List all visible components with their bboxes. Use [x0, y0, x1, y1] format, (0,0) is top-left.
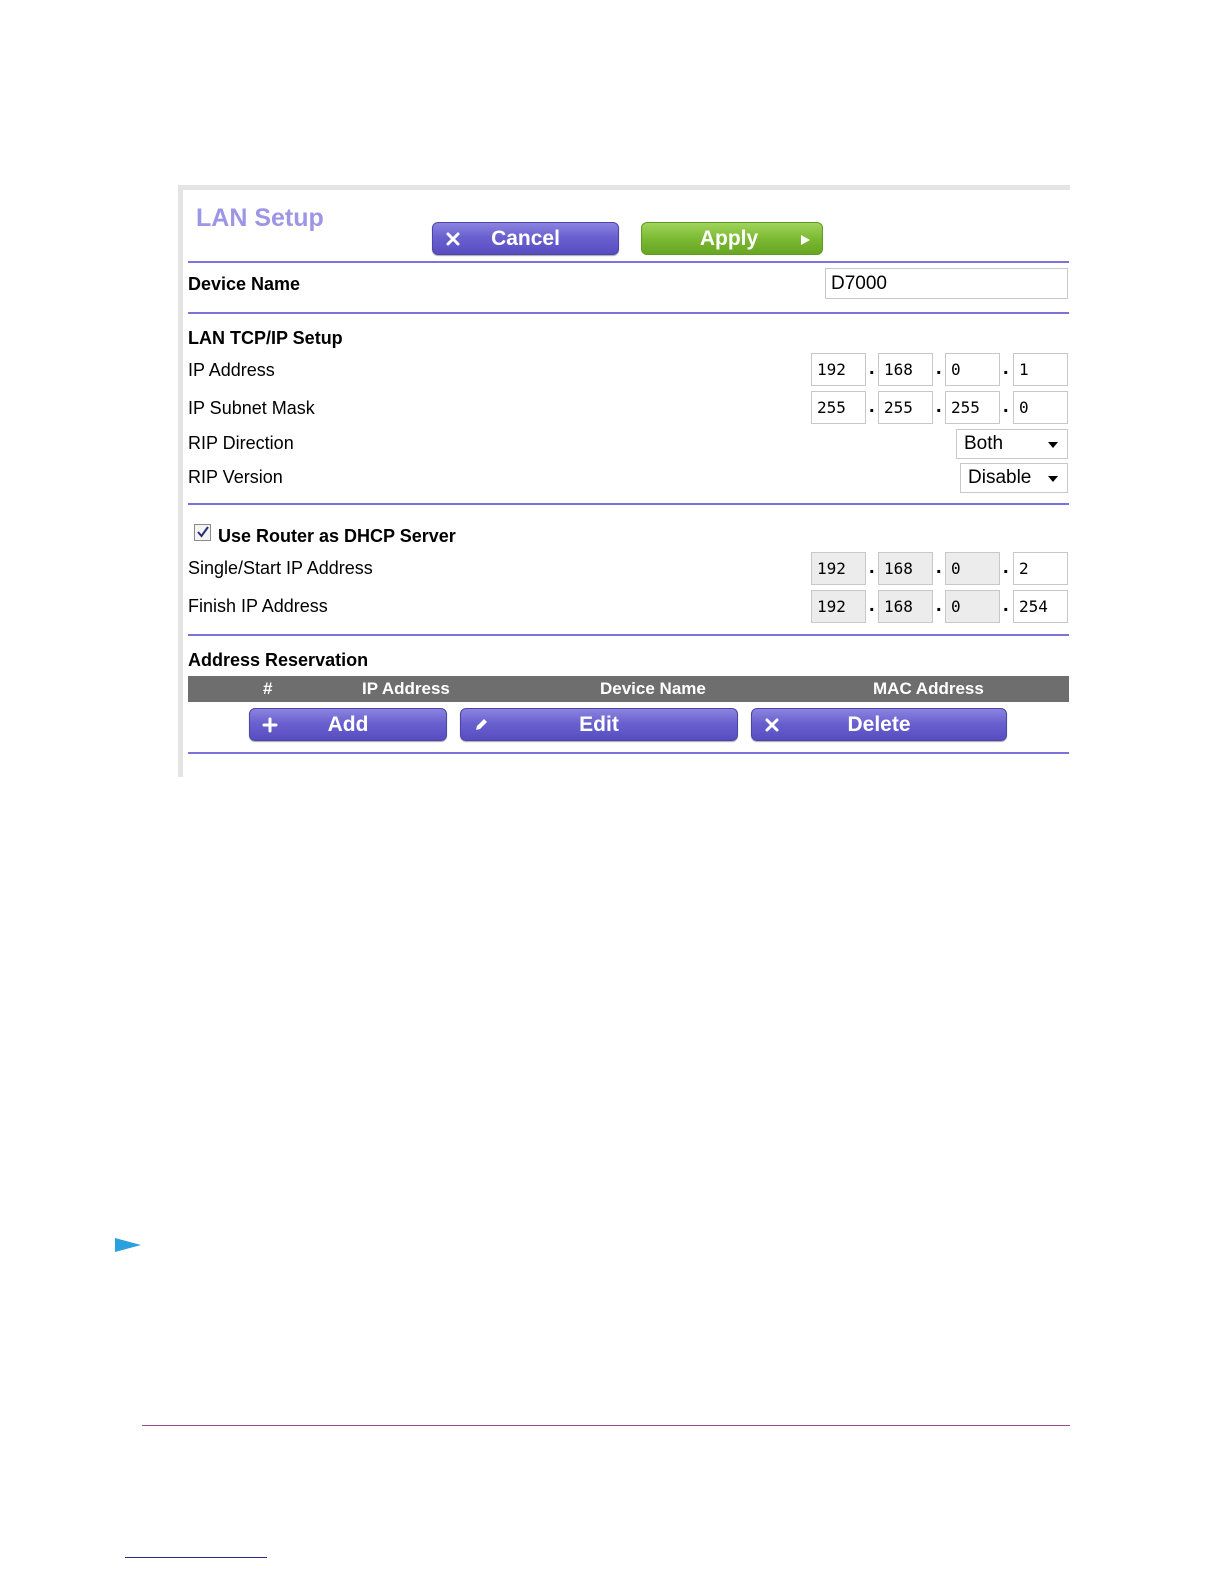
- octet-separator: .: [1003, 594, 1009, 616]
- start-ip-octet-1: 192: [811, 552, 866, 585]
- dhcp-server-checkbox[interactable]: [194, 524, 211, 541]
- section-divider: [188, 503, 1069, 505]
- footer-divider: [142, 1425, 1070, 1426]
- ip-address-octet-3[interactable]: 0: [945, 353, 1000, 386]
- subnet-mask-octet-2[interactable]: 255: [878, 391, 933, 424]
- octet-separator: .: [869, 395, 875, 417]
- triangle-bullet-icon: [115, 1238, 141, 1252]
- cancel-button-label: Cancel: [491, 226, 560, 250]
- octet-separator: .: [1003, 556, 1009, 578]
- apply-button[interactable]: [641, 222, 823, 255]
- ip-address-octet-1[interactable]: 192: [811, 353, 866, 386]
- rip-version-label: RIP Version: [188, 467, 283, 487]
- add-button-label: Add: [327, 712, 369, 736]
- rip-version-select[interactable]: [960, 463, 1068, 493]
- chevron-down-icon: [1048, 442, 1058, 448]
- subnet-mask-octet-4[interactable]: 0: [1013, 391, 1068, 424]
- close-icon: [764, 717, 780, 733]
- finish-ip-octet-3: 0: [945, 590, 1000, 623]
- start-ip-octet-3: 0: [945, 552, 1000, 585]
- subnet-mask-octet-1[interactable]: 255: [811, 391, 866, 424]
- column-header-mac-address: MAC Address: [873, 679, 984, 698]
- ip-address-octet-4[interactable]: 1: [1013, 353, 1068, 386]
- edit-button-label: Edit: [579, 712, 619, 736]
- section-divider: [188, 261, 1069, 263]
- delete-button[interactable]: [751, 708, 1007, 741]
- panel-left-border: [178, 185, 183, 777]
- start-ip-octet-2: 168: [878, 552, 933, 585]
- finish-ip-label: Finish IP Address: [188, 596, 328, 616]
- lan-tcpip-heading: LAN TCP/IP Setup: [188, 328, 343, 348]
- subnet-mask-octet-3[interactable]: 255: [945, 391, 1000, 424]
- rip-version-value: Disable: [968, 467, 1032, 488]
- subnet-mask-label: IP Subnet Mask: [188, 398, 315, 418]
- dhcp-server-label: Use Router as DHCP Server: [218, 526, 456, 546]
- device-name-input[interactable]: D7000: [825, 268, 1068, 299]
- section-divider: [188, 312, 1069, 314]
- column-header-device-name: Device Name: [600, 679, 706, 698]
- octet-separator: .: [936, 357, 942, 379]
- octet-separator: .: [1003, 395, 1009, 417]
- octet-separator: .: [869, 357, 875, 379]
- panel-top-border: [178, 185, 1070, 190]
- rip-direction-select[interactable]: [956, 429, 1068, 459]
- start-ip-label: Single/Start IP Address: [188, 558, 373, 578]
- ip-address-octet-2[interactable]: 168: [878, 353, 933, 386]
- finish-ip-octet-4[interactable]: 254: [1013, 590, 1068, 623]
- octet-separator: .: [869, 594, 875, 616]
- octet-separator: .: [936, 395, 942, 417]
- edit-button[interactable]: [460, 708, 738, 741]
- rip-direction-label: RIP Direction: [188, 433, 294, 453]
- column-header-number: #: [263, 679, 273, 698]
- play-arrow-icon: [801, 235, 810, 245]
- section-divider: [188, 634, 1069, 636]
- start-ip-octet-4[interactable]: 2: [1013, 552, 1068, 585]
- delete-button-label: Delete: [847, 712, 911, 736]
- device-name-label: Device Name: [188, 274, 301, 294]
- reservation-table-header: [188, 676, 1069, 702]
- apply-button-label: Apply: [699, 226, 759, 250]
- finish-ip-octet-2: 168: [878, 590, 933, 623]
- page-title: LAN Setup: [196, 204, 324, 232]
- ip-address-label: IP Address: [188, 360, 275, 380]
- address-reservation-heading: Address Reservation: [188, 650, 369, 670]
- finish-ip-octet-1: 192: [811, 590, 866, 623]
- add-button[interactable]: [249, 708, 447, 741]
- footer-link-underline: [125, 1557, 267, 1558]
- octet-separator: .: [1003, 357, 1009, 379]
- cancel-button[interactable]: [432, 222, 619, 255]
- octet-separator: .: [869, 556, 875, 578]
- section-divider: [188, 752, 1069, 754]
- octet-separator: .: [936, 594, 942, 616]
- plus-icon: [262, 717, 278, 733]
- pencil-icon: [473, 717, 489, 733]
- check-icon: [196, 525, 210, 539]
- octet-separator: .: [936, 556, 942, 578]
- close-icon: [445, 231, 461, 247]
- column-header-ip-address: IP Address: [362, 679, 450, 698]
- chevron-down-icon: [1048, 476, 1058, 482]
- rip-direction-value: Both: [964, 433, 1004, 454]
